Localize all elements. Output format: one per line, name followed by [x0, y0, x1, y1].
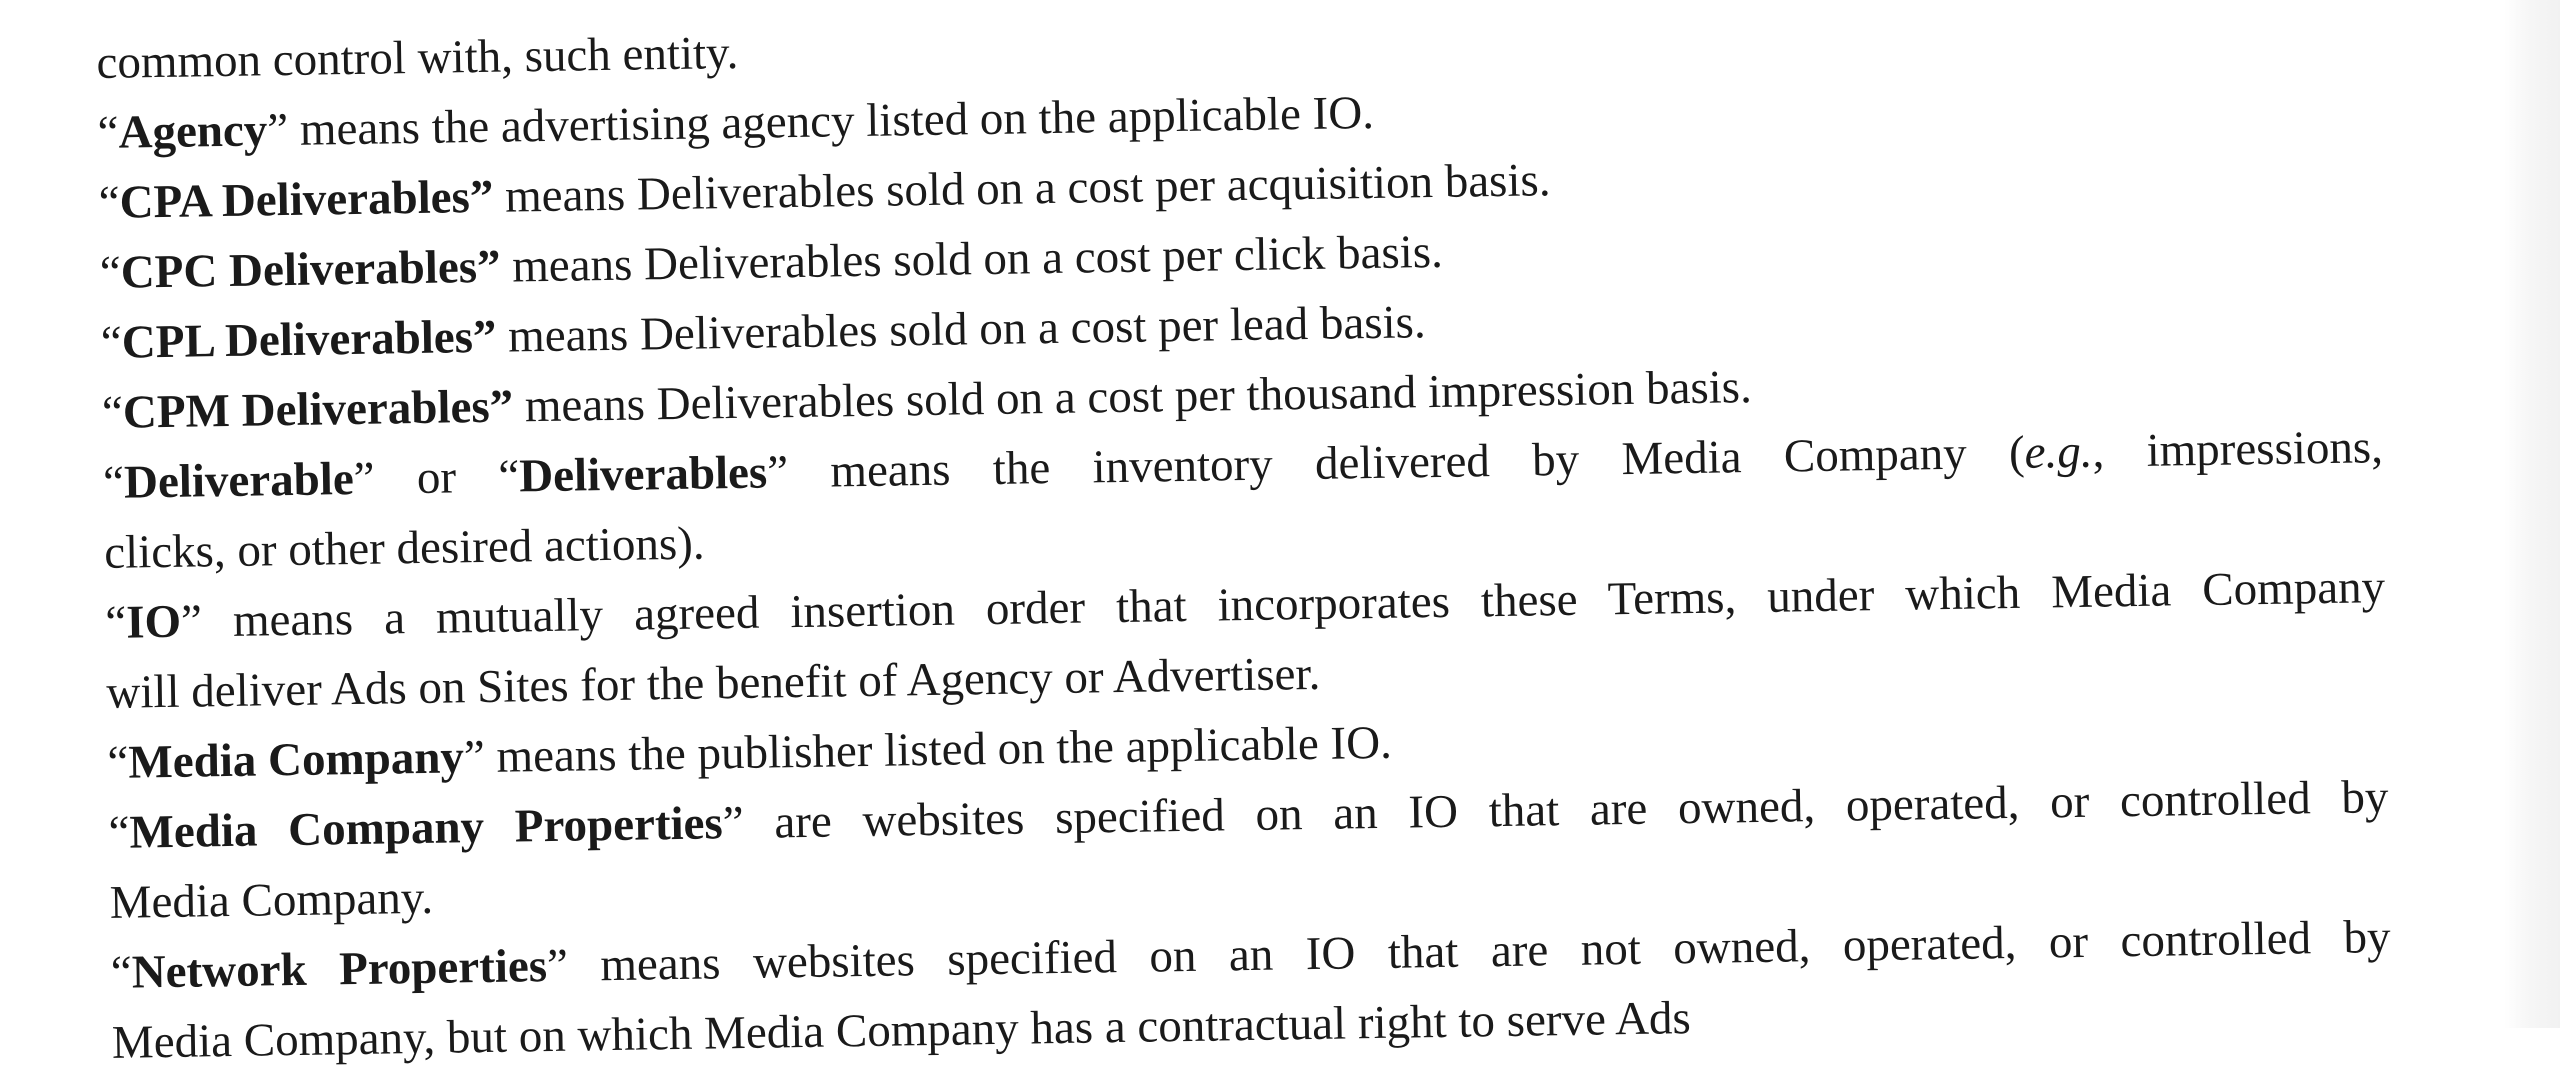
definitions-text-block — [96, 0, 2392, 1069]
italic-abbreviation: e.g. — [2024, 425, 2093, 479]
definition-text: , impressions, — [2092, 421, 2384, 478]
defined-term: Deliverables — [518, 446, 768, 503]
open-quote: “ — [104, 596, 127, 649]
definition-text: means Deliverables sold on a cost per acquisition basis. — [492, 154, 1551, 223]
defined-term: CPM Deliverables” — [122, 380, 514, 439]
line-text: common control with, such entity. — [96, 26, 739, 89]
definition-text: ” are websites specified on an IO that are owned, operated, or controlled by — [722, 771, 2389, 850]
open-quote: “ — [100, 316, 123, 369]
definition-text: ” means the inventory delivered by Media Company ( — [766, 426, 2026, 499]
open-quote: “ — [101, 386, 124, 439]
line-text: clicks, or other desired actions). — [103, 517, 705, 579]
defined-term: Network Properties — [131, 940, 548, 999]
open-quote: “ — [102, 456, 125, 509]
line-text: Media Company. — [109, 871, 434, 929]
definition-text: ” means a mutually agreed insertion order that incorporates these Terms, under which Media Company — [180, 561, 2386, 648]
defined-term: Deliverable — [123, 453, 355, 509]
definition-text: ” means the publisher listed on the applicable IO. — [463, 716, 1393, 784]
defined-term: CPC Deliverables” — [120, 240, 501, 299]
connector-text: ” or “ — [353, 450, 520, 506]
definition-text: means Deliverables sold on a cost per thousand impression basis. — [512, 361, 1753, 433]
definition-text: ” means the advertising agency listed on the applicable IO. — [266, 86, 1375, 157]
line-text: Media Company, but on which Media Company has a contractual right to serve Ads — [111, 992, 1692, 1069]
defined-term: Media Company Properties — [129, 797, 724, 859]
open-quote: “ — [98, 176, 121, 229]
defined-term: Media Company — [128, 731, 465, 789]
open-quote: “ — [108, 806, 130, 859]
defined-term: IO — [125, 595, 182, 649]
definition-text: means Deliverables sold on a cost per lead basis. — [496, 296, 1427, 363]
page-edge-shadow — [2504, 0, 2560, 1028]
open-quote: “ — [99, 246, 122, 299]
defined-term: CPL Deliverables” — [121, 310, 497, 369]
open-quote: “ — [110, 946, 133, 999]
line-text: will deliver Ads on Sites for the benefit of Agency or Advertiser. — [106, 647, 1321, 719]
defined-term: Agency — [118, 104, 268, 159]
open-quote: “ — [97, 106, 119, 159]
definition-text: ” means websites specified on an IO that are not owned, operated, or controlled by — [546, 911, 2391, 993]
definition-text: means Deliverables sold on a cost per click basis. — [500, 225, 1444, 293]
defined-term: CPA Deliverables” — [119, 170, 494, 229]
open-quote: “ — [107, 736, 129, 789]
